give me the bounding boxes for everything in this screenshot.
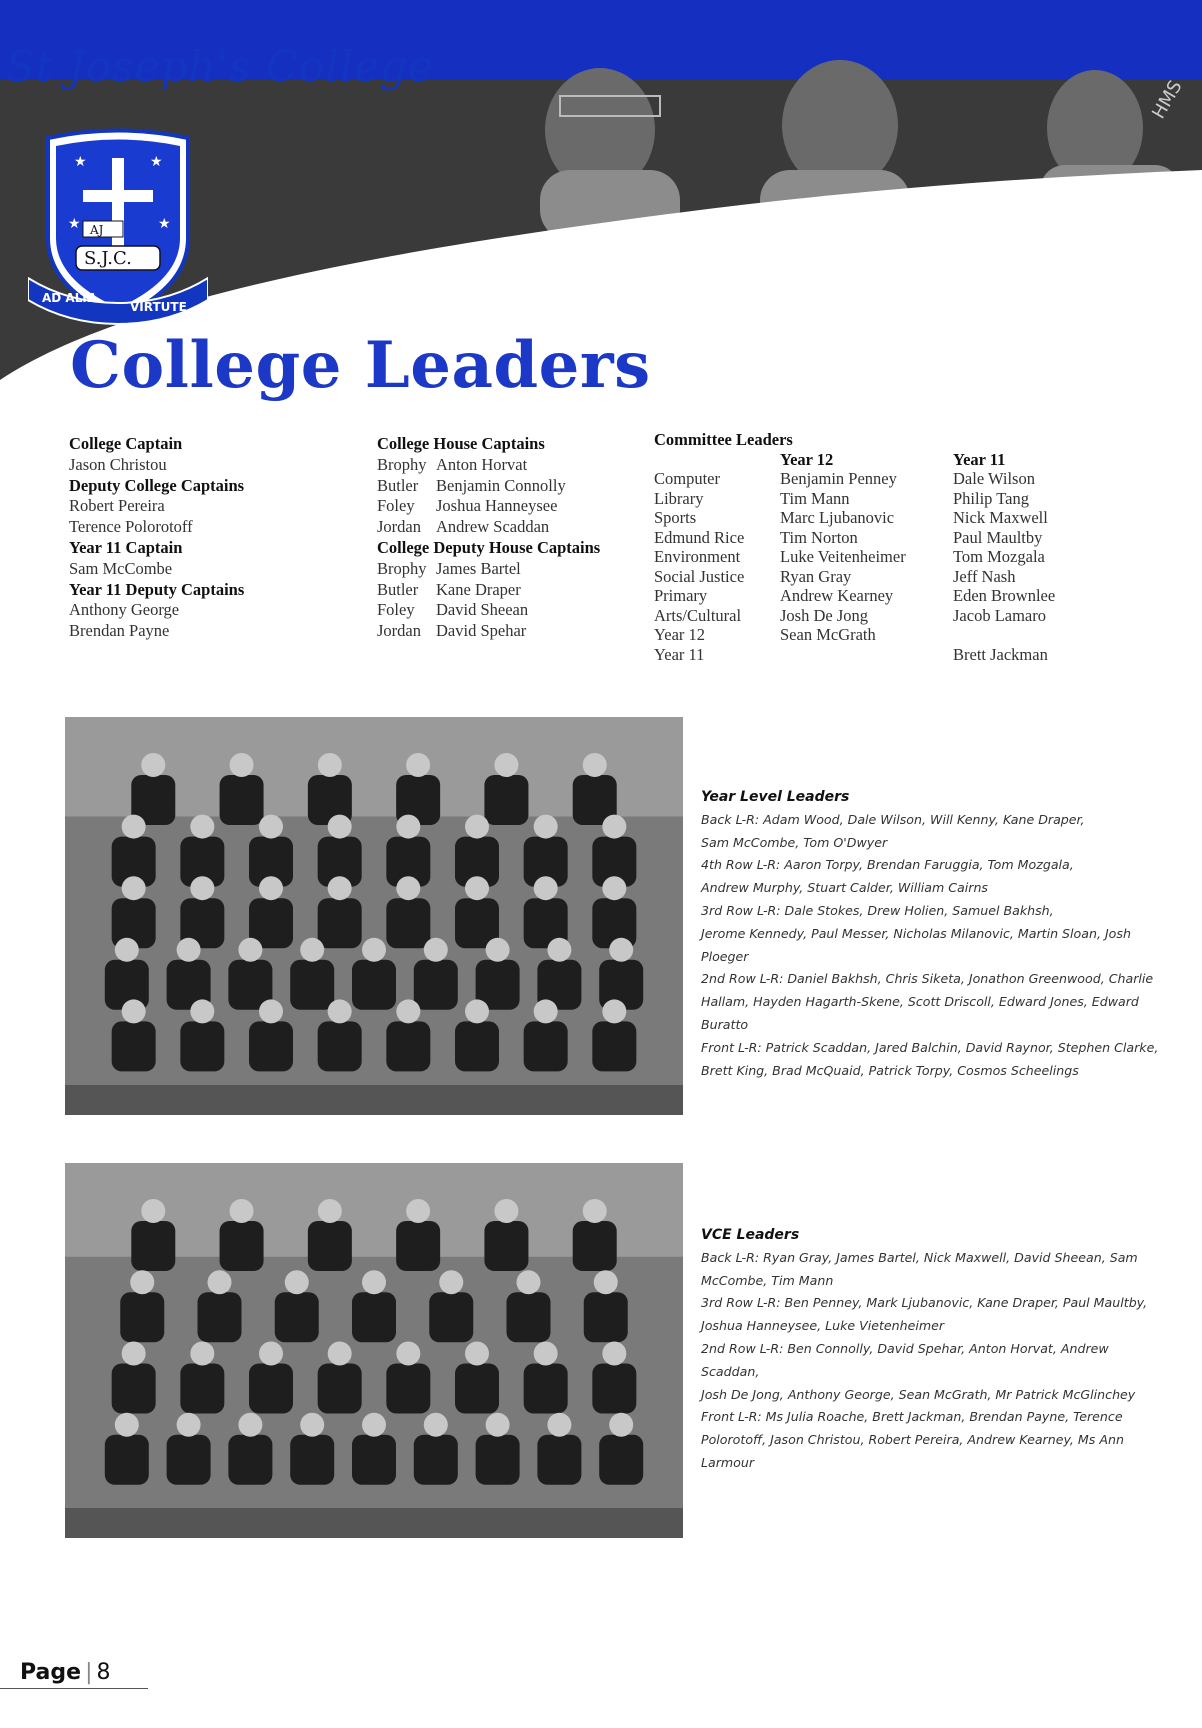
- caption-line: 4th Row L-R: Aaron Torpy, Brendan Faruggia, Tom Mozgala,: [701, 857, 1074, 873]
- committee-cell-y11: [953, 625, 1093, 645]
- college-crest-logo: [28, 128, 208, 328]
- page-number: 8: [96, 1660, 111, 1685]
- year12-heading: Year 12: [780, 449, 834, 469]
- committee-cell-y12: Ryan Gray: [780, 566, 852, 586]
- caption-line: Back L-R: Ryan Gray, James Bartel, Nick Maxwell, David Sheean, Sam: [701, 1249, 1138, 1265]
- house-captain-row: Foley Joshua Hanneysee: [377, 496, 558, 516]
- deputy-house-captain-row: Butler Kane Draper: [377, 579, 521, 599]
- caption-title: Year Level Leaders: [701, 789, 850, 805]
- deputy-house-captain-row: Brophy James Bartel: [377, 558, 521, 578]
- caption-line: Back L-R: Adam Wood, Dale Wilson, Will Kenny, Kane Draper,: [701, 811, 1085, 827]
- committee-cell-y12: Benjamin Penney: [780, 469, 897, 488]
- committee-cell-area: Year 12: [654, 625, 706, 644]
- deputy-captains-heading: Deputy College Captains: [69, 475, 245, 495]
- caption-line: 2nd Row L-R: Ben Connolly, David Spehar, Anton Horvat, Andrew Scaddan,: [701, 1340, 1109, 1379]
- deputy-captain-name: Robert Pereira: [69, 496, 165, 516]
- year11-deputy-name: Anthony George: [69, 600, 180, 620]
- year-level-caption: [701, 786, 1161, 1082]
- svg-text:★: ★: [68, 216, 81, 232]
- committee-cell-area: Social Justice: [654, 566, 745, 586]
- house-captains-heading: College House Captains: [377, 434, 545, 453]
- year11-captain-name: Sam McCombe: [69, 558, 173, 578]
- year11-captain-heading: Year 11 Captain: [69, 537, 183, 557]
- committee-cell-y12: Josh De Jong: [780, 605, 869, 625]
- committee-cell-y11: Dale Wilson: [953, 469, 1035, 488]
- committee-cell-area: Primary: [654, 586, 708, 605]
- caption-line: Polorotoff, Jason Christou, Robert Pereira, Andrew Kearney, Ms Ann: [701, 1432, 1124, 1448]
- college-captain-heading: College Captain: [69, 434, 183, 453]
- hms-label: HMS: [1148, 76, 1187, 123]
- committee-cell-y11: Philip Tang: [953, 488, 1030, 508]
- house-captain-row: Brophy Anton Horvat: [377, 454, 528, 474]
- committee-cell-area: Computer: [654, 469, 720, 488]
- svg-text:★: ★: [74, 154, 87, 170]
- caption-line: Jerome Kennedy, Paul Messer, Nicholas Milanovic, Martin Sloan, Josh Ploeger: [701, 925, 1131, 964]
- committee-heading: Committee Leaders: [654, 430, 793, 449]
- caption-line: Josh De Jong, Anthony George, Sean McGrath, Mr Patrick McGlinchey: [701, 1386, 1136, 1402]
- caption-line: 3rd Row L-R: Ben Penney, Mark Ljubanovic, Kane Draper, Paul Maultby,: [701, 1295, 1148, 1311]
- committee-cell-y11: Brett Jackman: [953, 644, 1048, 664]
- leaders-column-2: [377, 434, 600, 642]
- committee-leaders: [654, 430, 1093, 664]
- svg-text:AD ALTA: AD ALTA: [42, 291, 97, 305]
- caption-line: McCombe, Tim Mann: [701, 1272, 834, 1288]
- deputy-captain-name: Terence Polorotoff: [69, 517, 193, 537]
- committee-cell-y12: Tim Norton: [780, 527, 858, 547]
- caption-line: Andrew Murphy, Stuart Calder, William Cairns: [701, 880, 988, 896]
- vce-leaders-photo: [65, 1163, 683, 1538]
- committee-cell-y12: Luke Veitenheimer: [780, 547, 906, 566]
- house-captain-row: Butler Benjamin Connolly: [377, 475, 566, 495]
- committee-table: [654, 450, 1093, 665]
- caption-line: Sam McCombe, Tom O'Dwyer: [701, 834, 888, 850]
- committee-cell-y11: Jacob Lamaro: [953, 605, 1046, 625]
- svg-text:S.J.C.: S.J.C.: [84, 248, 132, 269]
- committee-cell-y11: Jeff Nash: [953, 566, 1016, 586]
- page-label: Page: [20, 1660, 82, 1685]
- deputy-house-captain-row: Jordan David Spehar: [377, 621, 527, 641]
- caption-line: 3rd Row L-R: Dale Stokes, Drew Holien, Samuel Bakhsh,: [701, 902, 1054, 918]
- committee-cell-y12: Sean McGrath: [780, 625, 876, 644]
- caption-line: Joshua Hanneysee, Luke Vietenheimer: [701, 1318, 945, 1334]
- year-level-leaders-photo: [65, 717, 683, 1115]
- svg-text:AJ: AJ: [90, 223, 104, 237]
- committee-cell-y12: [780, 645, 953, 665]
- deputy-house-captain-row: Foley David Sheean: [377, 600, 529, 620]
- caption-title: VCE Leaders: [701, 1227, 800, 1243]
- svg-text:★: ★: [158, 216, 171, 232]
- deputy-house-captains-heading: College Deputy House Captains: [377, 537, 601, 557]
- year11-deputy-name: Brendan Payne: [69, 621, 170, 641]
- caption-line: Hallam, Hayden Hagarth-Skene, Scott Driscoll, Edward Jones, Edward Buratto: [701, 994, 1139, 1032]
- committee-cell-y11: Paul Maultby: [953, 527, 1043, 547]
- committee-cell-area: Sports: [654, 508, 697, 527]
- committee-cell-y11: Eden Brownlee: [953, 586, 1056, 605]
- committee-cell-area: Arts/Cultural: [654, 605, 742, 625]
- committee-cell-area: Year 11: [654, 644, 705, 664]
- caption-line: Larmour: [701, 1454, 755, 1470]
- caption-line: Front L-R: Patrick Scaddan, Jared Balchin, David Raynor, Stephen Clarke,: [701, 1039, 1159, 1055]
- house-captain-row: Jordan Andrew Scaddan: [377, 517, 550, 537]
- leaders-column-1: [69, 434, 244, 642]
- committee-cell-y12: Andrew Kearney: [780, 586, 894, 605]
- college-captain-name: Jason Christou: [69, 454, 167, 474]
- svg-text:★: ★: [150, 154, 163, 170]
- page-title: College Leaders: [70, 328, 651, 403]
- committee-cell-y11: Nick Maxwell: [953, 508, 1048, 527]
- page-footer: Page | 8: [20, 1660, 111, 1685]
- college-name: St Joseph's College: [6, 42, 434, 91]
- committee-cell-y12: Marc Ljubanovic: [780, 508, 895, 527]
- caption-line: Brett King, Brad McQuaid, Patrick Torpy, Cosmos Scheelings: [701, 1062, 1079, 1078]
- footer-rule: [0, 1688, 148, 1689]
- caption-line: Front L-R: Ms Julia Roache, Brett Jackman, Brendan Payne, Terence: [701, 1409, 1123, 1425]
- committee-cell-area: Environment: [654, 547, 741, 566]
- svg-text:VIRTUTE: VIRTUTE: [130, 300, 187, 314]
- year11-deputy-heading: Year 11 Deputy Captains: [69, 579, 245, 599]
- committee-cell-area: Edmund Rice: [654, 527, 745, 547]
- committee-cell-y11: Tom Mozgala: [953, 547, 1045, 566]
- year11-heading: Year 11: [953, 449, 1006, 469]
- committee-cell-y12: Tim Mann: [780, 488, 850, 508]
- vce-caption: [701, 1224, 1161, 1475]
- committee-cell-area: Library: [654, 488, 704, 508]
- caption-line: 2nd Row L-R: Daniel Bakhsh, Chris Siketa, Jonathon Greenwood, Charlie: [701, 971, 1154, 987]
